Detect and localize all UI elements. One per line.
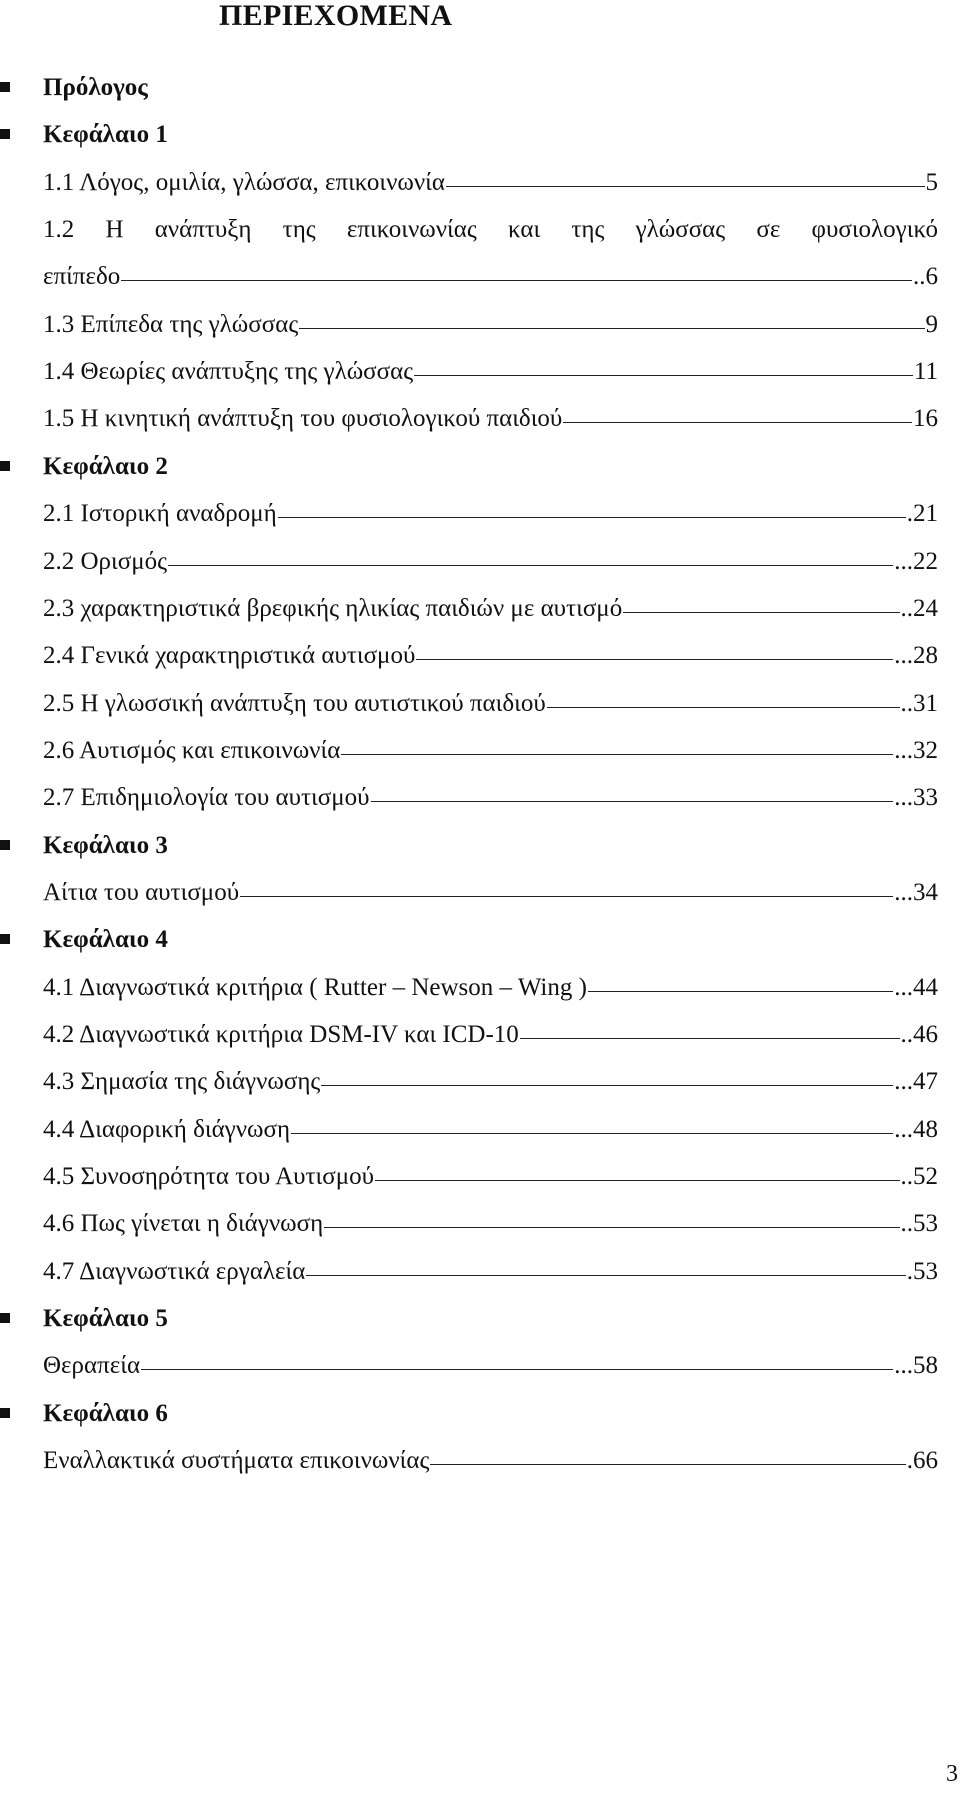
- toc-entry-row: [43, 869, 938, 916]
- toc-entry: [0, 1437, 960, 1484]
- toc-entry-page: ...32: [894, 736, 938, 764]
- leader-line: [141, 1369, 893, 1370]
- chapter-title: Κεφάλαιο 5: [43, 1305, 168, 1333]
- toc-entry-label: 2.4 Γενικά χαρακτηριστικά αυτισμού: [43, 642, 416, 670]
- toc-entry-page: ...48: [894, 1115, 938, 1143]
- leader-line: [623, 612, 899, 613]
- chapter-title: Κεφάλαιο 4: [43, 926, 168, 954]
- toc-entry-page: ..6: [913, 263, 938, 291]
- toc-entry: [0, 964, 960, 1011]
- square-bullet-icon: [0, 1408, 10, 1418]
- toc-entry-row: [43, 585, 938, 632]
- toc-entry-page: ..31: [900, 689, 938, 717]
- leader-line: [588, 991, 893, 992]
- toc-entry-row: [43, 348, 938, 395]
- toc-chapter: [0, 916, 960, 963]
- toc-entry-page: .66: [906, 1447, 938, 1475]
- toc-entry-row: [43, 538, 938, 585]
- chapter-title: Κεφάλαιο 2: [43, 452, 168, 480]
- toc-entry: [0, 1058, 960, 1105]
- toc-entry-row: [43, 1200, 938, 1247]
- chapter-title: Κεφάλαιο 3: [43, 831, 168, 859]
- square-bullet-icon: [0, 934, 10, 944]
- toc-entry-label: 2.3 χαρακτηριστικά βρεφικής ηλικίας παιδιών με αυτισμό: [43, 594, 623, 622]
- page-title: ΠΕΡΙΕΧΟΜΕΝΑ: [219, 0, 453, 32]
- toc-entry-row: [43, 774, 938, 821]
- toc-entry: [0, 490, 960, 537]
- toc-entry-label: 1.3 Επίπεδα της γλώσσας: [43, 310, 299, 338]
- toc-entry-page: .21: [906, 500, 938, 528]
- toc-chapter: [0, 443, 960, 490]
- leader-line: [371, 801, 894, 802]
- toc-entry-label: 2.5 Η γλωσσική ανάπτυξη του αυτιστικού παιδιού: [43, 689, 546, 717]
- toc-entry-page: ..24: [900, 594, 938, 622]
- toc-entry-page: 9: [925, 310, 938, 338]
- leader-line: [375, 1180, 899, 1181]
- leader-line: [240, 896, 893, 897]
- toc-entry-row: [43, 727, 938, 774]
- leader-line: [306, 1275, 905, 1276]
- toc-entry: [0, 1153, 960, 1200]
- toc-entry: [0, 1106, 960, 1153]
- square-bullet-icon: [0, 82, 10, 92]
- toc-entry-page: ...34: [894, 878, 938, 906]
- toc-entry-label: 1.2 Η ανάπτυξη της επικοινωνίας και της γλώσσας σε φυσιολογικό: [43, 216, 938, 244]
- toc-entry: [0, 348, 960, 395]
- toc-entry-label: 2.2 Ορισμός: [43, 547, 168, 575]
- leader-line: [563, 422, 912, 423]
- toc-entry-page: ...33: [894, 784, 938, 812]
- toc-entry-page: ...22: [894, 547, 938, 575]
- square-bullet-icon: [0, 461, 10, 471]
- toc-entry: [0, 206, 960, 253]
- leader-line: [520, 1038, 900, 1039]
- toc-entry-page: ...44: [894, 973, 938, 1001]
- toc-entry-page: 5: [925, 168, 938, 196]
- toc-entry: [0, 301, 960, 348]
- toc-entry: [0, 1248, 960, 1295]
- toc-entry-page: ..46: [900, 1021, 938, 1048]
- toc-entry: [0, 1200, 960, 1247]
- toc-entry-label: 4.5 Συνοσηρότητα του Αυτισμού: [43, 1163, 375, 1191]
- toc-entry: [0, 538, 960, 585]
- toc-entry-row: [43, 632, 938, 679]
- toc-entry-label: 2.1 Ιστορική αναδρομή: [43, 500, 277, 528]
- toc-entry: [0, 774, 960, 821]
- leader-line: [341, 754, 893, 755]
- toc-entry-label: 4.6 Πως γίνεται η διάγνωση: [43, 1210, 324, 1238]
- square-bullet-icon: [0, 1313, 10, 1323]
- toc-entry-label: 2.6 Αυτισμός και επικοινωνία: [43, 736, 341, 764]
- toc-entry-row: [43, 1153, 938, 1200]
- toc-entry-row: [43, 964, 938, 1011]
- toc-chapter: [0, 1295, 960, 1342]
- toc-entry-row: [43, 1342, 938, 1389]
- toc-entry-label: 4.1 Διαγνωστικά κριτήρια ( Rutter – Newson – Wing ): [43, 973, 587, 1001]
- toc-entry-label: Θεραπεία: [43, 1352, 141, 1380]
- chapter-title: Πρόλογος: [43, 74, 148, 101]
- toc-entry-page: ...28: [894, 642, 938, 670]
- leader-line: [321, 1085, 893, 1086]
- toc-entry-page: ..52: [900, 1163, 938, 1191]
- toc-entry-label: 4.2 Διαγνωστικά κριτήρια DSM-IV και ICD-10: [43, 1021, 519, 1048]
- toc-chapter: [0, 111, 960, 158]
- toc-entry: [0, 253, 960, 300]
- toc-entry: [0, 727, 960, 774]
- toc-entry: [0, 159, 960, 206]
- toc-chapter: [0, 64, 960, 111]
- toc-entry: [0, 869, 960, 916]
- leader-line: [291, 1133, 893, 1134]
- toc-entry-row: [43, 253, 938, 300]
- square-bullet-icon: [0, 129, 10, 139]
- toc-entry: [0, 632, 960, 679]
- toc-entry-row: [43, 1248, 938, 1295]
- toc-entry-label: 4.4 Διαφορική διάγνωση: [43, 1115, 291, 1143]
- leader-line: [299, 328, 924, 329]
- chapter-title: Κεφάλαιο 6: [43, 1399, 168, 1427]
- toc-entry-label: Αίτια του αυτισμού: [43, 878, 240, 906]
- toc-entry-label: 1.5 Η κινητική ανάπτυξη του φυσιολογικού παιδιού: [43, 405, 563, 433]
- toc-entry-page: ...58: [894, 1352, 938, 1380]
- leader-line: [414, 375, 913, 376]
- chapter-title: Κεφάλαιο 1: [43, 121, 168, 149]
- leader-line: [430, 1464, 905, 1465]
- leader-line: [278, 517, 906, 518]
- toc-chapter: [0, 822, 960, 869]
- leader-line: [416, 659, 893, 660]
- square-bullet-icon: [0, 840, 10, 850]
- leader-line: [168, 565, 893, 566]
- toc-entry-label: 1.4 Θεωρίες ανάπτυξης της γλώσσας: [43, 358, 414, 386]
- toc-entry-label: 4.3 Σημασία της διάγνωσης: [43, 1068, 321, 1096]
- toc-entry-row: [43, 680, 938, 727]
- toc-entry-page: ..53: [900, 1210, 938, 1238]
- toc-entry-row: [43, 1437, 938, 1484]
- toc-chapter: [0, 1390, 960, 1437]
- leader-line: [547, 707, 900, 708]
- toc-entry: [0, 1011, 960, 1058]
- toc-entry-row: [43, 1011, 938, 1058]
- toc-entry-row: [43, 395, 938, 442]
- toc-entry-page: 16: [913, 405, 938, 433]
- toc-entry-row: [43, 301, 938, 348]
- leader-line: [324, 1227, 899, 1228]
- toc-entry-row: [43, 1058, 938, 1105]
- toc-entry-page: 11: [913, 358, 938, 386]
- toc-entry-label: 1.1 Λόγος, ομιλία, γλώσσα, επικοινωνία: [43, 168, 445, 196]
- toc-entry-row: [43, 159, 938, 206]
- toc-entry: [0, 395, 960, 442]
- leader-line: [446, 186, 925, 187]
- toc-entry-row: [43, 490, 938, 537]
- toc-entry-page: .53: [906, 1257, 938, 1285]
- toc-entry-label: 2.7 Επιδημιολογία του αυτισμού: [43, 784, 370, 812]
- toc-entry-label: 4.7 Διαγνωστικά εργαλεία: [43, 1257, 306, 1285]
- toc-entry-label: επίπεδο: [43, 263, 121, 291]
- toc-entry: [0, 1342, 960, 1389]
- toc-entry-page: ...47: [894, 1068, 938, 1096]
- page-number: 3: [946, 1761, 958, 1787]
- toc-entry: [0, 585, 960, 632]
- toc-entry-label: Εναλλακτικά συστήματα επικοινωνίας: [43, 1447, 430, 1475]
- leader-line: [121, 280, 912, 281]
- toc-entry-row: [43, 1106, 938, 1153]
- toc-entry: [0, 680, 960, 727]
